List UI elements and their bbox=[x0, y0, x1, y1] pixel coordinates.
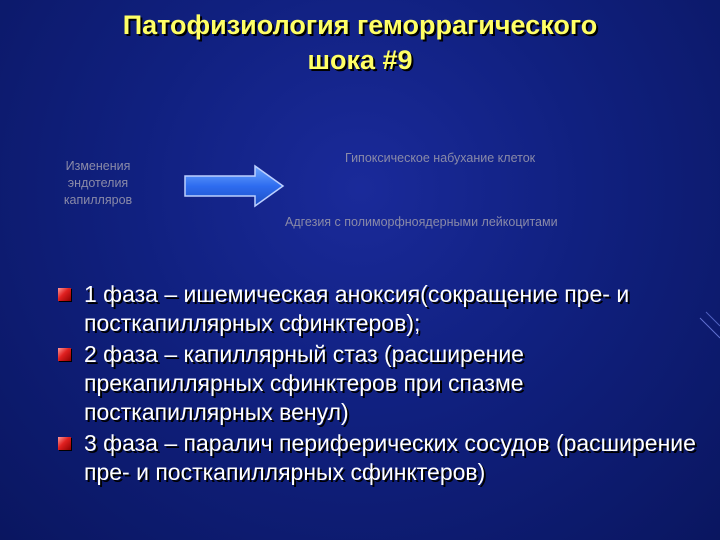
diagram-right-top: Гипоксическое набухание клеток bbox=[345, 151, 536, 165]
left-label-line: капилляров bbox=[63, 193, 133, 207]
left-label-line: эндотелия bbox=[67, 176, 129, 190]
bullet-list bbox=[58, 280, 698, 489]
title-line-1: Патофизиология геморрагического bbox=[122, 10, 598, 40]
title-line-2: шока #9 bbox=[307, 45, 413, 75]
diagram-left-label bbox=[48, 158, 148, 209]
bullet-text: 2 фаза – капиллярный стаз (расширение прекапиллярных сфинктеров при спазме посткапиллярных венул) bbox=[84, 341, 524, 425]
diagram-right-bottom: Адгезия с полиморфноядерными лейкоцитами bbox=[285, 215, 558, 229]
list-item bbox=[58, 340, 698, 427]
bullet-marker-icon bbox=[58, 348, 71, 361]
right-arrow-icon bbox=[183, 164, 285, 208]
bullet-text: 3 фаза – паралич периферических сосудов (расширение пре- и посткапиллярных сфинктеров) bbox=[84, 430, 696, 485]
bullet-marker-icon bbox=[58, 288, 71, 301]
page-title bbox=[40, 8, 680, 78]
list-item bbox=[58, 280, 698, 338]
bullet-marker-icon bbox=[58, 437, 71, 450]
list-item bbox=[58, 429, 698, 487]
left-label-line: Изменения bbox=[65, 159, 131, 173]
bullet-text: 1 фаза – ишемическая аноксия(сокращение пре- и посткапиллярных сфинктеров); bbox=[84, 281, 630, 336]
